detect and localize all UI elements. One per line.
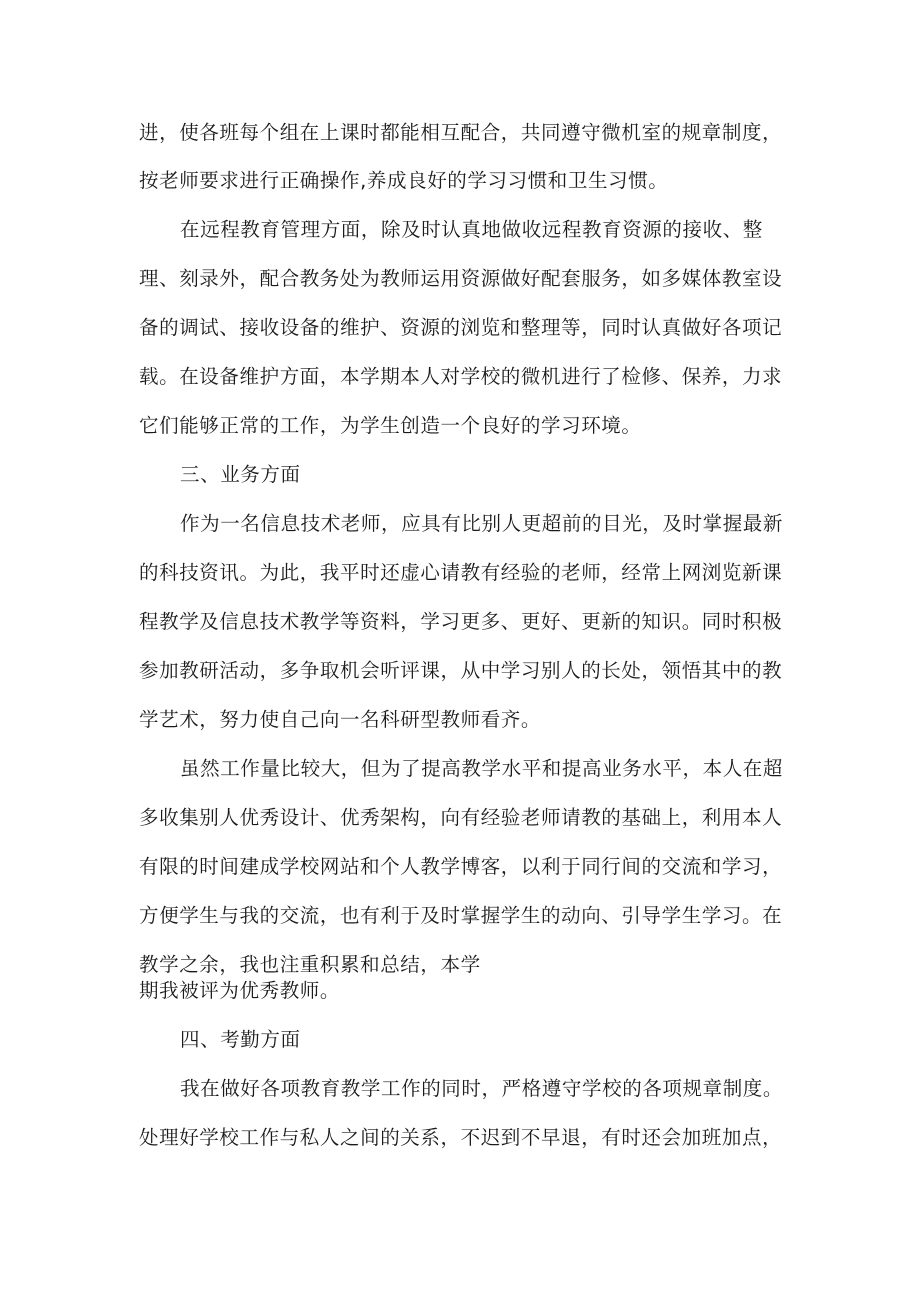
text-line: 备的调试、接收设备的维护、资源的浏览和整理等，同时认真做好各项记	[139, 316, 783, 339]
paragraph-start-line: 在远程教育管理方面，除及时认真地做收远程教育资源的接收、整	[180, 218, 763, 241]
text-line: 的科技资讯。为此，我平时还虚心请教有经验的老师，经常上网浏览新课	[139, 561, 783, 584]
text-line: 教学之余，我也注重积累和总结，本学	[139, 953, 481, 976]
text-line: 期我被评为优秀教师。	[139, 979, 341, 1002]
paragraph-start-line: 虽然工作量比较大，但为了提高教学水平和提高业务水平，本人在超	[180, 757, 784, 780]
text-line: 理、刻录外，配合教务处为教师运用资源做好配套服务，如多媒体教室设	[139, 267, 783, 290]
text-line: 多收集别人优秀设计、优秀架构，向有经验老师请教的基础上，利用本人	[139, 806, 783, 829]
text-line: 有限的时间建成学校网站和个人教学博客，以利于同行间的交流和学习，	[139, 855, 783, 878]
text-line: 进，使各班每个组在上课时都能相互配合，共同遵守微机室的规章制度，	[139, 121, 783, 144]
paragraph-start-line: 我在做好各项教育教学工作的同时，严格遵守学校的各项规章制度。	[180, 1077, 784, 1100]
section-heading: 四、考勤方面	[180, 1028, 301, 1051]
section-heading: 三、业务方面	[180, 463, 301, 486]
text-line: 载。在设备维护方面，本学期本人对学校的微机进行了检修、保养，力求	[139, 365, 783, 388]
text-line: 按老师要求进行正确操作,养成良好的学习习惯和卫生习惯。	[139, 169, 669, 192]
text-line: 处理好学校工作与私人之间的关系，不迟到不早退，有时还会加班加点，	[139, 1126, 783, 1149]
text-line: 它们能够正常的工作，为学生创造一个良好的学习环境。	[139, 414, 642, 437]
text-line: 方便学生与我的交流，也有利于及时掌握学生的动向、引导学生学习。在	[139, 904, 783, 927]
text-line: 学艺术，努力使自己向一名科研型教师看齐。	[139, 708, 542, 731]
paragraph-start-line: 作为一名信息技术老师，应具有比别人更超前的目光，及时掌握最新	[180, 512, 784, 535]
text-line: 参加教研活动，多争取机会听评课，从中学习别人的长处，领悟其中的教	[139, 659, 783, 682]
text-line: 程教学及信息技术教学等资料，学习更多、更好、更新的知识。同时积极	[139, 610, 783, 633]
